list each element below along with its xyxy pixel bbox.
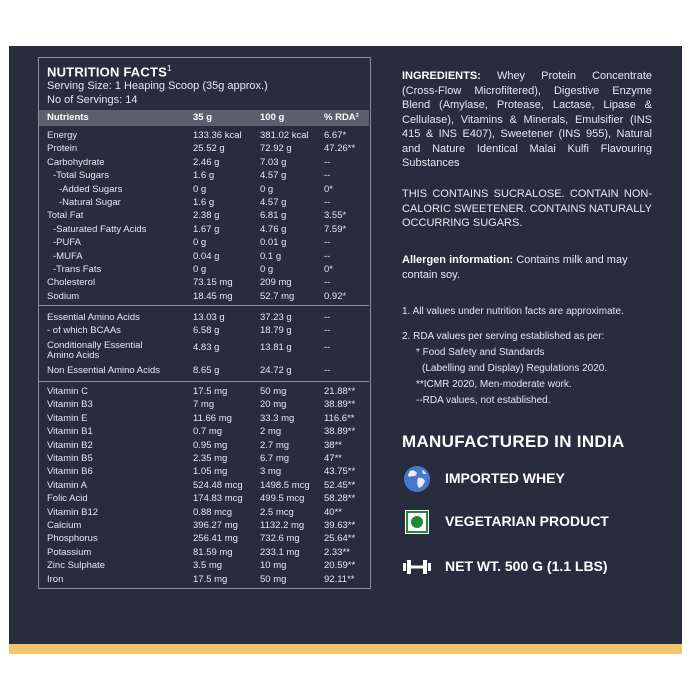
row-name: Vitamin E xyxy=(47,412,88,424)
manufactured-in-india: MANUFACTURED IN INDIA xyxy=(402,432,625,451)
table-row xyxy=(39,440,369,454)
row-100g: 233.1 mg xyxy=(260,546,300,558)
row-35g: 17.5 mg xyxy=(193,573,228,585)
row-100g: 7.03 g xyxy=(260,156,287,168)
row-name: Non Essential Amino Acids xyxy=(47,365,161,376)
table-row xyxy=(39,560,369,574)
row-35g: 1.67 g xyxy=(193,223,220,235)
row-100g: 4.57 g xyxy=(260,170,287,182)
row-100g: 20 mg xyxy=(260,399,287,411)
row-100g: 3 mg xyxy=(260,466,282,478)
row-name: -Trans Fats xyxy=(53,264,102,275)
row-rda: -- xyxy=(324,365,331,376)
row-100g: 33.3 mg xyxy=(260,412,295,424)
row-rda: -- xyxy=(324,277,331,289)
table-row xyxy=(39,493,369,507)
row-rda: 116.6** xyxy=(324,412,355,424)
row-35g: 1.6 g xyxy=(193,197,215,208)
row-35g: 8.65 g xyxy=(193,365,220,376)
row-35g: 1.6 g xyxy=(193,170,215,182)
footnote-2c: **ICMR 2020, Men-moderate work. xyxy=(416,379,572,390)
table-row xyxy=(39,574,369,588)
allergen-text: Contains milk and may contain soy. xyxy=(402,254,628,281)
row-name: -PUFA xyxy=(53,237,81,249)
row-rda: 0* xyxy=(324,264,333,275)
table-row xyxy=(39,399,369,413)
row-100g: 209 mg xyxy=(260,277,292,289)
table-row xyxy=(39,426,369,440)
row-35g: 7 mg xyxy=(193,399,215,411)
row-35g: 4.83 g xyxy=(193,342,220,353)
table-row xyxy=(39,341,369,363)
row-name: Energy xyxy=(47,130,78,141)
table-row xyxy=(39,413,369,427)
allergen-label: Allergen information: xyxy=(402,254,514,266)
row-35g: 0.95 mg xyxy=(193,439,228,451)
row-rda: -- xyxy=(324,197,331,208)
nutrition-title-note: 1 xyxy=(167,64,172,73)
table-row xyxy=(39,251,369,265)
table-row xyxy=(39,365,369,379)
row-name-line2: Amino Acids xyxy=(47,350,100,361)
nutrition-title xyxy=(47,64,172,79)
table-row xyxy=(39,264,369,278)
row-rda: 25.64** xyxy=(324,533,356,545)
nutrition-title-text: NUTRITION FACTS xyxy=(47,64,167,80)
row-name: Total Fat xyxy=(47,210,84,222)
row-name: Protein xyxy=(47,143,78,155)
row-name: Vitamin B5 xyxy=(47,453,93,464)
footnote-2a: * Food Safety and Standards xyxy=(416,347,545,358)
footnote-2d: --RDA values, not established. xyxy=(416,395,551,406)
table-row xyxy=(39,325,369,339)
header-35g: 35 g xyxy=(193,112,213,123)
row-100g: 10 mg xyxy=(260,560,287,572)
row-35g: 3.5 mg xyxy=(193,560,223,572)
row-100g: 50 mg xyxy=(260,386,287,397)
row-rda: 47.26** xyxy=(324,143,356,155)
table-header xyxy=(39,110,369,126)
row-rda: 40** xyxy=(324,506,342,518)
feature-imported-whey xyxy=(402,464,662,494)
row-35g: 396.27 mg xyxy=(193,520,238,531)
row-100g: 6.81 g xyxy=(260,210,287,222)
row-35g: 73.15 mg xyxy=(193,277,233,289)
row-100g: 2.7 mg xyxy=(260,439,290,451)
row-100g: 732.6 mg xyxy=(260,533,300,545)
row-name: Potassium xyxy=(47,546,92,558)
row-35g: 81.59 mg xyxy=(193,546,233,558)
row-name: Vitamin C xyxy=(47,386,89,397)
row-100g: 50 mg xyxy=(260,573,287,585)
row-name: Carbohydrate xyxy=(47,156,105,168)
row-name xyxy=(47,341,143,361)
row-100g: 381.02 kcal xyxy=(260,130,309,141)
row-100g: 4.57 g xyxy=(260,197,287,208)
row-rda: 3.55* xyxy=(324,210,347,222)
row-name: Vitamin B12 xyxy=(47,506,99,518)
row-100g: 13.81 g xyxy=(260,342,292,353)
row-rda: 47** xyxy=(324,453,342,464)
row-rda: -- xyxy=(324,325,331,336)
table-row xyxy=(39,480,369,494)
row-35g: 174.83 mcg xyxy=(193,493,243,505)
globe-icon xyxy=(402,464,432,494)
divider xyxy=(39,305,369,306)
row-rda: 58.28** xyxy=(324,493,356,505)
row-name: Zinc Sulphate xyxy=(47,560,106,572)
row-35g: 2.38 g xyxy=(193,210,220,222)
table-row xyxy=(39,170,369,184)
row-rda: 38.89** xyxy=(324,426,356,438)
row-35g: 17.5 mg xyxy=(193,386,228,397)
row-rda: -- xyxy=(324,342,331,353)
row-name: - of which BCAAs xyxy=(47,325,121,336)
ingredients-label: INGREDIENTS: xyxy=(402,70,481,82)
row-name: Folic Acid xyxy=(47,493,88,505)
row-name: Iron xyxy=(47,573,64,585)
row-rda: 21.88** xyxy=(324,386,356,397)
feature-label: VEGETARIAN PRODUCT xyxy=(445,513,609,529)
row-name: Vitamin B3 xyxy=(47,399,93,411)
table-row xyxy=(39,520,369,534)
row-rda: 0.92* xyxy=(324,290,347,302)
table-row xyxy=(39,277,369,291)
nutrition-facts-box xyxy=(38,57,371,589)
row-rda: -- xyxy=(324,156,331,168)
table-row xyxy=(39,291,369,305)
row-35g: 6.58 g xyxy=(193,325,220,336)
table-row xyxy=(39,237,369,251)
allergen-block xyxy=(402,253,652,282)
row-100g: 0 g xyxy=(260,183,274,195)
row-rda: 0* xyxy=(324,183,333,195)
row-name: Essential Amino Acids xyxy=(47,312,140,323)
table-row xyxy=(39,507,369,521)
row-name: -Added Sugars xyxy=(59,183,123,195)
header-nutrients: Nutrients xyxy=(47,112,89,123)
row-35g: 18.45 mg xyxy=(193,290,233,302)
ingredients-block xyxy=(402,69,652,171)
row-name: Vitamin B2 xyxy=(47,439,93,451)
row-rda: 92.11** xyxy=(324,573,355,585)
row-35g: 2.35 mg xyxy=(193,453,228,464)
row-100g: 24.72 g xyxy=(260,365,292,376)
row-35g: 11.66 mg xyxy=(193,412,232,424)
row-35g: 0 g xyxy=(193,264,207,275)
row-35g: 0.04 g xyxy=(193,250,220,262)
row-name: Calcium xyxy=(47,520,82,531)
row-name: -Saturated Fatty Acids xyxy=(53,223,147,235)
row-35g: 1.05 mg xyxy=(193,466,228,478)
table-row xyxy=(39,157,369,171)
table-row xyxy=(39,130,369,144)
row-rda: 2.33** xyxy=(324,546,350,558)
row-rda: 20.59** xyxy=(324,560,356,572)
row-35g: 0.7 mg xyxy=(193,426,223,438)
table-row xyxy=(39,312,369,326)
table-row xyxy=(39,453,369,467)
row-name: Cholesterol xyxy=(47,277,96,289)
feature-vegetarian xyxy=(402,507,662,537)
table-row xyxy=(39,143,369,157)
row-100g: 18.79 g xyxy=(260,325,292,336)
divider xyxy=(39,381,369,382)
row-100g: 37.23 g xyxy=(260,312,292,323)
table-row xyxy=(39,533,369,547)
row-name: Vitamin A xyxy=(47,479,87,491)
feature-label: NET WT. 500 G (1.1 LBS) xyxy=(445,558,608,574)
row-35g: 25.52 g xyxy=(193,143,225,155)
row-100g: 1498.5 mcg xyxy=(260,479,310,491)
row-rda: -- xyxy=(324,250,331,262)
row-rda: 43.75** xyxy=(324,466,356,478)
row-100g: 4.76 g xyxy=(260,223,287,235)
row-100g: 499.5 mcg xyxy=(260,493,305,505)
row-name: -Natural Sugar xyxy=(59,197,121,208)
row-35g: 0.88 mcg xyxy=(193,506,233,518)
row-100g: 52.7 mg xyxy=(260,290,295,302)
table-row xyxy=(39,197,369,211)
header-100g: 100 g xyxy=(260,112,285,123)
row-100g: 2 mg xyxy=(260,426,282,438)
row-100g: 0 g xyxy=(260,264,274,275)
row-100g: 2.5 mcg xyxy=(260,506,294,518)
row-100g: 0.01 g xyxy=(260,237,287,249)
row-rda: -- xyxy=(324,237,331,249)
footnote-1: 1. All values under nutrition facts are approximate. xyxy=(402,306,624,317)
feature-label: IMPORTED WHEY xyxy=(445,470,565,486)
row-name: Vitamin B6 xyxy=(47,466,93,478)
row-rda: 39.63** xyxy=(324,520,356,531)
row-35g: 256.41 mg xyxy=(193,533,238,545)
row-35g: 524.48 mcg xyxy=(193,479,243,491)
table-row xyxy=(39,466,369,480)
ingredients-text: Whey Protein Concentrate (Cross-Flow Microfiltered), Digestive Enzyme Blend (Amylase, Protease, Lactase, Lipase & Cellulase), Vitamins & Minerals, Emulsifier (INS 415 & INS E407), Sweetener (INS 955), Natural and Nature Identical Malai Kulfi Flavouring Substances xyxy=(402,70,652,169)
row-rda: 52.45** xyxy=(324,479,356,491)
dumbbell-icon xyxy=(402,552,432,582)
sucralose-note: THIS CONTAINS SUCRALOSE. CONTAIN NON-CALORIC SWEETENER. CONTAINS NATURALLY OCCURRING SUGARS. xyxy=(402,188,652,229)
serving-size: Serving Size: 1 Heaping Scoop (35g approx.) xyxy=(47,80,268,92)
table-row xyxy=(39,184,369,198)
feature-net-weight xyxy=(402,552,662,582)
row-name: -MUFA xyxy=(53,250,83,262)
row-rda: 38.89** xyxy=(324,399,356,411)
servings-count: No of Servings: 14 xyxy=(47,94,138,106)
row-name: Vitamin B1 xyxy=(47,426,93,438)
table-row xyxy=(39,386,369,400)
row-name: Phosphorus xyxy=(47,533,98,545)
row-rda: 7.59* xyxy=(324,223,347,235)
row-35g: 0 g xyxy=(193,237,207,249)
accent-stripe xyxy=(9,644,682,654)
veg-symbol-icon xyxy=(402,507,432,537)
row-100g: 72.92 g xyxy=(260,143,292,155)
row-100g: 0.1 g xyxy=(260,250,282,262)
table-row xyxy=(39,210,369,224)
row-rda: -- xyxy=(324,170,331,182)
row-35g: 2.46 g xyxy=(193,156,220,168)
table-row xyxy=(39,547,369,561)
row-name: -Total Sugars xyxy=(53,170,109,182)
row-100g: 6.7 mg xyxy=(260,453,290,464)
footnote-2b: (Labelling and Display) Regulations 2020. xyxy=(422,363,608,374)
row-name-line1: Conditionally Essential xyxy=(47,340,143,351)
table-row xyxy=(39,224,369,238)
footnote-2: 2. RDA values per serving established as per: xyxy=(402,331,605,342)
row-35g: 13.03 g xyxy=(193,312,225,323)
header-rda: % RDA² xyxy=(324,112,359,123)
row-rda: 38** xyxy=(324,439,342,451)
row-rda: -- xyxy=(324,312,331,323)
row-name: Sodium xyxy=(47,290,80,302)
row-35g: 0 g xyxy=(193,183,207,195)
row-100g: 1132.2 mg xyxy=(260,520,305,531)
row-rda: 6.67* xyxy=(324,130,347,141)
row-35g: 133.36 kcal xyxy=(193,130,242,141)
